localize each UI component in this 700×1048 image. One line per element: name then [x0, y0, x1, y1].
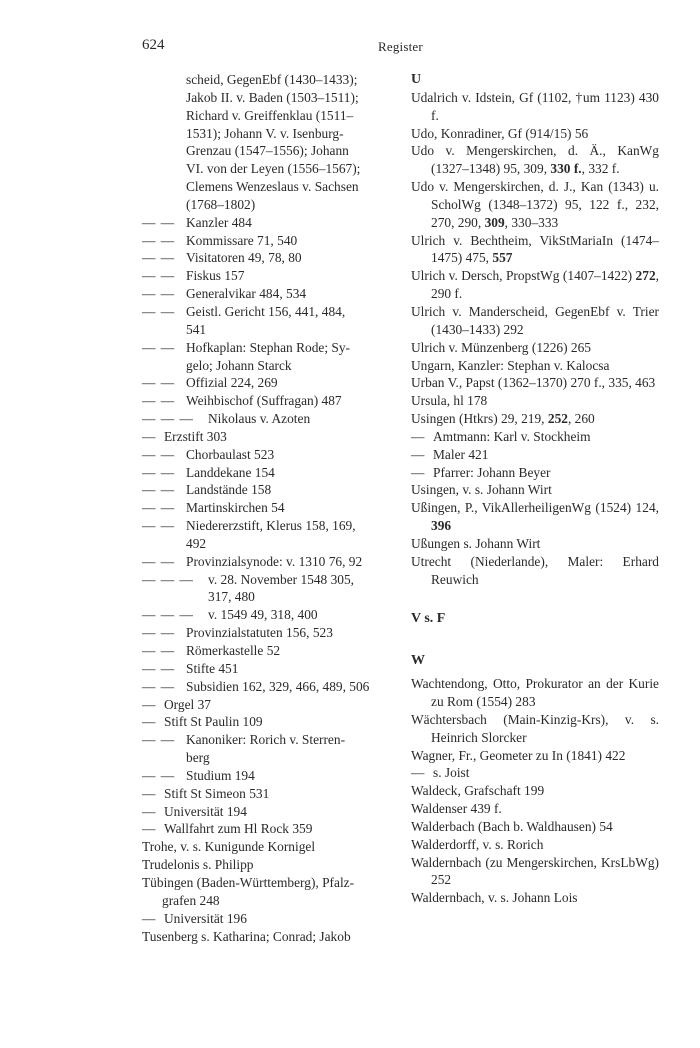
entry-dash: — —: [142, 678, 176, 694]
entry-dash: — — —: [142, 607, 194, 623]
index-entry: [142, 642, 390, 660]
index-entry: [411, 89, 659, 125]
entry-line: v. 1549 49, 318, 400: [208, 607, 318, 623]
entry-text: [186, 392, 390, 410]
entry-dash: — —: [142, 482, 176, 498]
entry-text: [411, 89, 659, 125]
continuation-line: 1531); Johann V. v. Isenburg-: [186, 125, 344, 141]
entry-line: Orgel 37: [164, 696, 211, 712]
spacer: [411, 588, 659, 610]
entry-text: Wagner, Fr., Geometer zu In (1841) 422: [411, 747, 626, 763]
continuation-line: Grenzau (1547–1556); Johann: [186, 143, 349, 159]
index-entry: [142, 874, 390, 910]
entry-line: 317, 480: [208, 589, 255, 605]
entry-text: [186, 285, 390, 303]
entry-dash: — —: [142, 303, 176, 319]
index-entry: [142, 660, 390, 678]
entry-line: Kommissare 71, 540: [186, 232, 298, 248]
entry-segment: Ulrich v. Dersch, PropstWg (1407–1422): [411, 268, 636, 284]
entry-segment: Udo v. Mengerskirchen, d. Ä., KanWg (1327–1348) 95, 309,: [411, 143, 659, 177]
index-entry: [411, 464, 659, 482]
entry-dash: — —: [142, 393, 176, 409]
entry-segment: , 290 f.: [431, 268, 659, 302]
entry-text: [411, 410, 659, 428]
entry-line: Landstände 158: [186, 482, 272, 498]
entry-text: Waldeck, Grafschaft 199: [411, 783, 545, 799]
index-entry: [411, 818, 659, 836]
entry-line: Weihbischof (Suffragan) 487: [186, 393, 342, 409]
entry-segment: , 332 f.: [581, 161, 620, 177]
index-entry: [142, 678, 390, 696]
entry-line: 492: [186, 535, 207, 551]
index-entry: [411, 854, 659, 890]
section-letter-w: W: [411, 653, 425, 669]
entry-text: [186, 232, 390, 250]
continuation-line: Clemens Wenzeslaus v. Sachsen: [186, 179, 359, 195]
index-entry: [411, 374, 659, 392]
index-entry: [142, 267, 390, 285]
entry-line: Tusenberg s. Katharina; Conrad; Jakob: [142, 928, 351, 944]
entry-segment: Usingen (Htkrs) 29, 219,: [411, 411, 548, 427]
entry-text: [411, 357, 659, 375]
entry-dash: —: [411, 446, 425, 462]
entry-line: Tübingen (Baden-Württemberg), Pfalz-: [142, 874, 355, 890]
entry-text: [186, 267, 390, 285]
index-entry: [142, 428, 390, 446]
index-entry: [411, 535, 659, 553]
entry-dash: — —: [142, 660, 176, 676]
entry-segment: Pfarrer: Johann Beyer: [433, 464, 551, 480]
index-entry: [142, 339, 390, 375]
entry-text: [411, 125, 659, 143]
index-entry: [142, 838, 390, 856]
entry-line: berg: [186, 750, 210, 766]
index-entry: [411, 428, 659, 446]
entry-text: [142, 928, 390, 946]
index-entry: [411, 392, 659, 410]
entry-text: [186, 642, 390, 660]
entry-dash: — —: [142, 375, 176, 391]
entry-text: [433, 464, 659, 482]
entry-text: Wachtendong, Otto, Prokurator an der Kurie zu Rom (1554) 283: [411, 676, 659, 709]
continuation-line: scheid, GegenEbf (1430–1433);: [186, 72, 358, 87]
entry-line: Trohe, v. s. Kunigunde Kornigel: [142, 839, 316, 855]
index-entry: [411, 178, 659, 232]
running-head: Register: [378, 39, 423, 54]
entry-text: [186, 731, 390, 767]
entry-text: [164, 803, 390, 821]
entry-dash: — —: [142, 446, 176, 462]
spacer: [411, 628, 659, 652]
index-entry: [411, 446, 659, 464]
entry-text: [164, 428, 390, 446]
entry-segment: Ulrich v. Bechtheim, VikStMariaIn (1474–1475) 475,: [411, 232, 659, 266]
index-entry: [142, 624, 390, 642]
entry-dash: — — —: [142, 571, 194, 587]
entry-segment: Utrecht (Niederlande), Maler: Erhard Reuwich: [411, 553, 659, 587]
entry-text: [186, 553, 390, 571]
index-entry: [142, 571, 390, 607]
index-entry: [411, 267, 659, 303]
entry-dash: — —: [142, 339, 176, 355]
entry-line: v. 28. November 1548 305,: [208, 571, 355, 587]
index-entry: [142, 517, 390, 553]
continuation-block: [142, 71, 390, 214]
index-entry: [142, 856, 390, 874]
entry-text: [411, 553, 659, 589]
continuation-line: (1768–1802): [186, 196, 256, 212]
index-entry: [411, 232, 659, 268]
index-entry: [411, 675, 659, 711]
entry-line: Stift St Simeon 531: [164, 785, 270, 801]
entry-dash: —: [411, 428, 425, 444]
entry-text: [208, 410, 390, 428]
bold-page-ref: 309: [484, 214, 505, 230]
entry-dash: — —: [142, 732, 176, 748]
entry-text: s. Joist: [433, 765, 470, 781]
entry-line: Generalvikar 484, 534: [186, 286, 307, 302]
index-entry: [411, 836, 659, 854]
entry-text: [164, 696, 390, 714]
entry-segment: Udo, Konradiner, Gf (914/15) 56: [411, 125, 589, 141]
index-entry: [142, 481, 390, 499]
index-entry: [142, 696, 390, 714]
bold-page-ref: 330 f.: [550, 161, 582, 177]
entry-dash: —: [142, 910, 157, 926]
index-entry: [142, 249, 390, 267]
index-entry: [142, 410, 390, 428]
entry-dash: — —: [142, 553, 176, 569]
entry-segment: , 260: [567, 411, 595, 427]
entry-text: [411, 142, 659, 178]
entry-dash: — —: [142, 232, 176, 248]
entry-text: [411, 339, 659, 357]
index-entry: [142, 731, 390, 767]
index-entry: [411, 747, 659, 765]
page-number: 624: [142, 37, 165, 53]
entry-text: [164, 785, 390, 803]
entry-text: [411, 303, 659, 339]
entry-line: 541: [186, 321, 207, 337]
entry-text: [411, 267, 659, 303]
index-entry: [411, 125, 659, 143]
entry-dash: — — —: [142, 411, 194, 427]
entry-line: Offizial 224, 269: [186, 375, 278, 391]
entry-line: Universität 196: [164, 910, 247, 926]
entry-text: [411, 481, 659, 499]
index-entry: [411, 764, 659, 782]
entry-text: [208, 606, 390, 624]
index-entry: [142, 713, 390, 731]
entry-dash: —: [411, 765, 425, 781]
entry-text: [411, 178, 659, 232]
section-letter-v: V s. F: [411, 611, 446, 627]
entry-segment: Usingen, v. s. Johann Wirt: [411, 482, 552, 498]
index-entry: [142, 785, 390, 803]
index-column-left: [142, 71, 390, 945]
entry-text: [142, 856, 390, 874]
entry-dash: —: [142, 821, 157, 837]
entry-segment: Urban V., Papst (1362–1370) 270 f., 335, 463: [411, 375, 656, 391]
entry-text: [186, 624, 390, 642]
index-entry: [142, 928, 390, 946]
entry-dash: — —: [142, 286, 176, 302]
entry-segment: Ußingen, P., VikAllerheiligenWg (1524) 124,: [411, 500, 659, 516]
entry-segment: Ußungen s. Johann Wirt: [411, 535, 541, 551]
index-entry: [411, 481, 659, 499]
entry-text: [186, 767, 390, 785]
entry-text: Waldernbach (zu Mengerskirchen, KrsLbWg) 252: [411, 854, 659, 888]
entry-text: [164, 713, 390, 731]
index-entry: [411, 410, 659, 428]
entry-text: [411, 499, 659, 535]
entry-line: Kanzler 484: [186, 214, 252, 230]
index-entry: [142, 464, 390, 482]
continuation-line: Richard v. Greiffenklau (1511–: [186, 107, 354, 123]
index-entry: [411, 800, 659, 818]
entry-line: Fiskus 157: [186, 268, 245, 284]
entry-line: Provinzialsynode: v. 1310 76, 92: [186, 553, 363, 569]
entry-dash: —: [142, 785, 157, 801]
section-letter-u: U: [411, 72, 422, 87]
index-entry: [142, 606, 390, 624]
index-entry: [411, 889, 659, 907]
index-entry: [142, 499, 390, 517]
entry-dash: —: [142, 714, 157, 730]
entry-line: grafen 248: [162, 892, 220, 908]
entry-line: Erzstift 303: [164, 428, 227, 444]
entry-line: Geistl. Gericht 156, 441, 484,: [186, 303, 346, 319]
index-entry: [142, 803, 390, 821]
entry-text: [186, 481, 390, 499]
entry-text: [411, 374, 659, 392]
entry-line: Stift St Paulin 109: [164, 714, 263, 730]
index-entry: [411, 142, 659, 178]
bold-page-ref: 272: [635, 268, 656, 284]
entry-text: [186, 339, 390, 375]
entry-dash: — —: [142, 643, 176, 658]
entry-line: Kanoniker: Rorich v. Sterren-: [186, 732, 346, 748]
index-entry: [142, 553, 390, 571]
entry-line: Römerkastelle 52: [186, 643, 281, 658]
entry-text: [142, 838, 390, 856]
index-entry: [411, 782, 659, 800]
entry-segment: Ungarn, Kanzler: Stephan v. Kalocsa: [411, 357, 610, 373]
index-entry: [142, 232, 390, 250]
index-entry: [142, 303, 390, 339]
entry-line: Hofkaplan: Stephan Rode; Sy-: [186, 339, 351, 355]
entry-text: [186, 499, 390, 517]
continuation-line: VI. von der Leyen (1556–1567);: [186, 161, 361, 177]
entry-dash: — —: [142, 518, 176, 534]
bold-page-ref: 252: [547, 411, 568, 427]
entry-line: Visitatoren 49, 78, 80: [186, 250, 302, 266]
index-entry: [142, 214, 390, 232]
index-column-right: [411, 71, 659, 907]
entry-segment: Ursula, hl 178: [411, 393, 488, 409]
entry-dash: — —: [142, 268, 176, 284]
index-entry: [411, 711, 659, 747]
entry-text: [164, 820, 390, 838]
index-entry: [142, 767, 390, 785]
entry-dash: — —: [142, 464, 176, 480]
entry-text: [186, 464, 390, 482]
entry-segment: Udalrich v. Idstein, Gf (1102, †um 1123) 430 f.: [411, 89, 659, 123]
entry-line: Studium 194: [186, 767, 255, 783]
entry-line: Wallfahrt zum Hl Rock 359: [164, 821, 313, 837]
entry-line: Chorbaulast 523: [186, 446, 275, 462]
entry-segment: Ulrich v. Manderscheid, GegenEbf v. Trier (1430–1433) 292: [411, 303, 659, 337]
entry-text: [411, 232, 659, 268]
entry-text: [186, 660, 390, 678]
entry-text: [411, 392, 659, 410]
entry-dash: — —: [142, 250, 176, 266]
index-entry: [142, 446, 390, 464]
index-entry: [411, 499, 659, 535]
index-entry: [142, 820, 390, 838]
bold-page-ref: 396: [431, 518, 452, 534]
index-entry: [411, 357, 659, 375]
entry-text: [186, 446, 390, 464]
entry-text: [186, 249, 390, 267]
entry-segment: , 330–333: [504, 214, 559, 230]
entry-text: [208, 571, 390, 607]
bold-page-ref: 557: [492, 250, 513, 266]
entry-line: Trudelonis s. Philipp: [142, 857, 254, 873]
entry-text: Wächtersbach (Main-Kinzig-Krs), v. s. Heinrich Slorcker: [411, 711, 659, 745]
index-entry: [411, 553, 659, 589]
entry-dash: — —: [142, 214, 176, 230]
index-entry: [142, 392, 390, 410]
entry-dash: — —: [142, 625, 176, 641]
index-entry: [142, 910, 390, 928]
entry-dash: — —: [142, 767, 176, 783]
index-entry: [142, 374, 390, 392]
entry-text: [186, 678, 390, 696]
entry-text: Waldernbach, v. s. Johann Lois: [411, 890, 578, 906]
entry-dash: —: [142, 803, 157, 819]
entry-line: Nikolaus v. Azoten: [208, 411, 311, 427]
entry-line: Stifte 451: [186, 660, 239, 676]
entry-line: Niedererzstift, Klerus 158, 169,: [186, 518, 356, 534]
entry-line: Martinskirchen 54: [186, 500, 285, 516]
entry-text: [186, 517, 390, 553]
index-entry: [411, 339, 659, 357]
entry-text: Walderbach (Bach b. Waldhausen) 54: [411, 818, 613, 834]
entry-line: Provinzialstatuten 156, 523: [186, 625, 333, 641]
entry-text: [186, 214, 390, 232]
entry-segment: Amtmann: Karl v. Stockheim: [433, 428, 591, 444]
entry-text: Waldenser 439 f.: [411, 801, 502, 817]
entry-text: [411, 535, 659, 553]
entry-dash: —: [142, 428, 157, 444]
entry-text: [186, 303, 390, 339]
entry-text: [164, 910, 390, 928]
entry-segment: Udo v. Mengerskirchen, d. J., Kan (1343) u. ScholWg (1348–1372) 95, 122 f., 232, 270, 290,: [411, 179, 659, 230]
entry-text: [433, 446, 659, 464]
entry-segment: Maler 421: [433, 446, 489, 462]
entry-text: [186, 374, 390, 392]
entry-dash: —: [411, 464, 425, 480]
entry-dash: — —: [142, 500, 176, 516]
entry-line: gelo; Johann Starck: [186, 357, 292, 373]
entry-text: Walderdorff, v. s. Rorich: [411, 836, 544, 852]
entry-segment: Ulrich v. Münzenberg (1226) 265: [411, 339, 591, 355]
entry-line: Universität 194: [164, 803, 247, 819]
entry-text: [433, 428, 659, 446]
continuation-line: Jakob II. v. Baden (1503–1511);: [186, 89, 359, 105]
entry-dash: —: [142, 696, 157, 712]
index-entry: [142, 285, 390, 303]
entry-text: [142, 874, 390, 910]
index-entry: [411, 303, 659, 339]
entry-line: Landdekane 154: [186, 464, 275, 480]
entry-line: Subsidien 162, 329, 466, 489, 506: [186, 678, 370, 694]
